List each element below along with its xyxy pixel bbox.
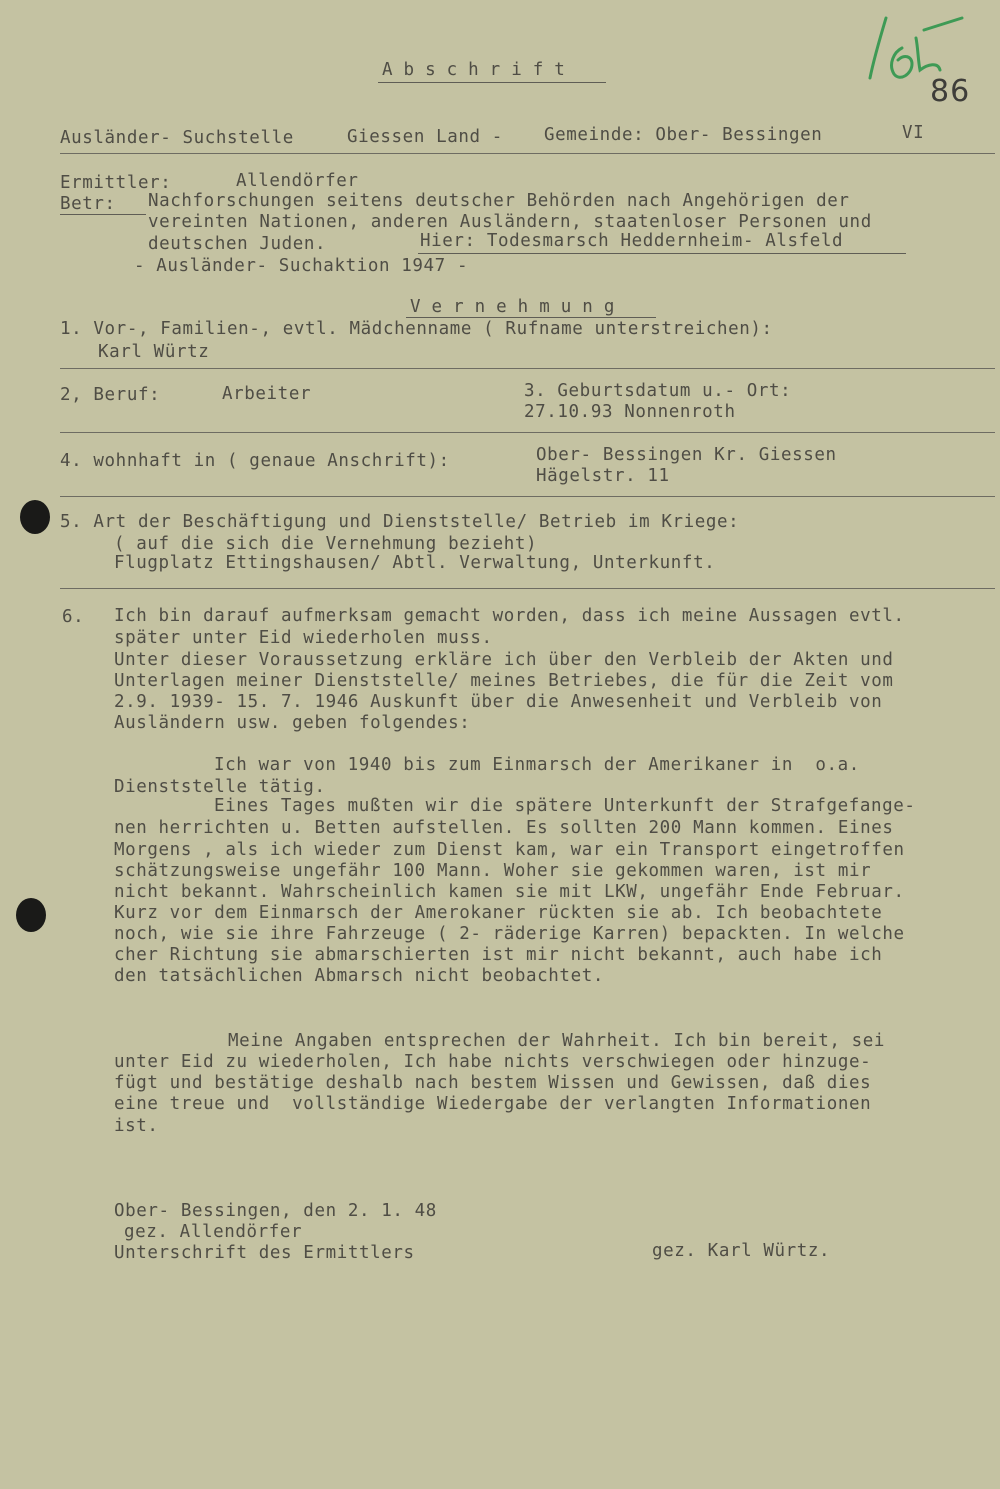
employment-label-1: 5. Art der Beschäftigung und Dienststelle/ Betrieb im Kriege:	[60, 512, 740, 532]
punch-hole-upper	[20, 500, 50, 534]
address-line-1: Ober- Bessingen Kr. Giessen	[536, 445, 837, 465]
statement-line-3: Unter dieser Voraussetzung erkläre ich über den Verbleib der Akten und	[114, 650, 894, 670]
paragraph-2-line-1: Eines Tages mußten wir die spätere Unterkunft der Strafgefange-	[214, 796, 916, 816]
statement-line-6: Ausländern usw. geben folgendes:	[114, 713, 471, 733]
address-label: 4. wohnhaft in ( genaue Anschrift):	[60, 451, 450, 471]
title-underline	[378, 82, 606, 83]
birth-label: 3. Geburtsdatum u.- Ort:	[524, 381, 792, 401]
signed-investigator: gez. Allendörfer	[124, 1222, 303, 1242]
district-name: Giessen Land -	[347, 127, 503, 147]
subject-here: Hier: Todesmarsch Heddernheim- Alsfeld	[420, 231, 844, 251]
birth-value: 27.10.93 Nonnenroth	[524, 402, 736, 422]
paragraph-1-line-2: Dienststelle tätig.	[114, 777, 326, 797]
employment-value: Flugplatz Ettingshausen/ Abtl. Verwaltung, Unterkunft.	[114, 553, 716, 573]
paragraph-3-line-1: Meine Angaben entsprechen der Wahrheit. Ich bin bereit, sei	[228, 1031, 886, 1051]
paragraph-2-line-5: nicht bekannt. Wahrscheinlich kamen sie mit LKW, ungefähr Ende Februar.	[114, 882, 905, 902]
document-title: Abschrift	[382, 60, 576, 80]
paragraph-2-line-9: den tatsächlichen Abmarsch nicht beobachtet.	[114, 966, 604, 986]
paragraph-3-line-3: fügt und bestätige deshalb nach bestem Wissen und Gewissen, daß dies	[114, 1073, 872, 1093]
statement-line-2: später unter Eid wiederholen muss.	[114, 628, 493, 648]
interrogation-underline	[406, 317, 656, 318]
investigator-label: Ermittler:	[60, 173, 172, 193]
name-field-value: Karl Würtz	[98, 342, 210, 362]
statement-line-5: 2.9. 1939- 15. 7. 1946 Auskunft über die Anwesenheit und Verbleib von	[114, 692, 883, 712]
signed-witness: gez. Karl Würtz.	[652, 1241, 831, 1261]
subject-line-4: - Ausländer- Suchaktion 1947 -	[134, 256, 469, 276]
place-and-date: Ober- Bessingen, den 2. 1. 48	[114, 1201, 437, 1221]
page-number: 86	[930, 74, 971, 109]
municipality: Gemeinde: Ober- Bessingen	[544, 125, 823, 145]
interrogation-title: Vernehmung	[410, 297, 626, 317]
divider	[60, 368, 995, 369]
occupation-value: Arbeiter	[222, 384, 312, 404]
subject-label-underline	[60, 214, 146, 215]
paragraph-3-line-2: unter Eid zu wiederholen, Ich habe nichts verschwiegen oder hinzuge-	[114, 1052, 872, 1072]
paragraph-3-line-5: ist.	[114, 1116, 159, 1136]
divider	[60, 432, 995, 433]
paragraph-2-line-3: Morgens , als ich wieder zum Dienst kam, war ein Transport eingetroffen	[114, 840, 905, 860]
divider	[60, 153, 995, 154]
divider	[60, 496, 995, 497]
paragraph-2-line-7: noch, wie sie ihre Fahrzeuge ( 2- räderige Karren) bepackten. In welche	[114, 924, 905, 944]
subject-line-3: deutschen Juden.	[148, 234, 327, 254]
statement-number: 6.	[62, 607, 85, 627]
statement-line-4: Unterlagen meiner Dienststelle/ meines Betriebes, die für die Zeit vom	[114, 671, 894, 691]
paragraph-3-line-4: eine treue und vollständige Wiedergabe der verlangten Informationen	[114, 1094, 872, 1114]
punch-hole-lower	[16, 898, 46, 932]
statement-line-1: Ich bin darauf aufmerksam gemacht worden, dass ich meine Aussagen evtl.	[114, 606, 905, 626]
paragraph-2-line-8: cher Richtung sie abmarschierten ist mir nicht bekannt, auch habe ich	[114, 945, 883, 965]
divider	[60, 588, 995, 589]
investigator-name: Allendörfer	[236, 171, 359, 191]
district-code: VI	[902, 123, 925, 143]
address-line-2: Hägelstr. 11	[536, 466, 670, 486]
subject-here-underline	[418, 253, 906, 254]
occupation-label: 2, Beruf:	[60, 385, 161, 405]
office-name: Ausländer- Suchstelle	[60, 128, 294, 148]
subject-label: Betr:	[60, 194, 116, 214]
employment-label-2: ( auf die sich die Vernehmung bezieht)	[114, 534, 538, 554]
paragraph-2-line-6: Kurz vor dem Einmarsch der Amerokaner rückten sie ab. Ich beobachtete	[114, 903, 883, 923]
name-field-label: 1. Vor-, Familien-, evtl. Mädchenname ( Rufname unterstreichen):	[60, 319, 773, 339]
subject-line-1: Nachforschungen seitens deutscher Behörden nach Angehörigen der	[148, 191, 850, 211]
signature-label: Unterschrift des Ermittlers	[114, 1243, 415, 1263]
subject-line-2: vereinten Nationen, anderen Ausländern, staatenloser Personen und	[148, 212, 872, 232]
paragraph-1-line-1: Ich war von 1940 bis zum Einmarsch der Amerikaner in o.a.	[214, 755, 860, 775]
paragraph-2-line-2: nen herrichten u. Betten aufstellen. Es sollten 200 Mann kommen. Eines	[114, 818, 894, 838]
paragraph-2-line-4: schätzungsweise ungefähr 100 Mann. Woher sie gekommen waren, ist mir	[114, 861, 872, 881]
